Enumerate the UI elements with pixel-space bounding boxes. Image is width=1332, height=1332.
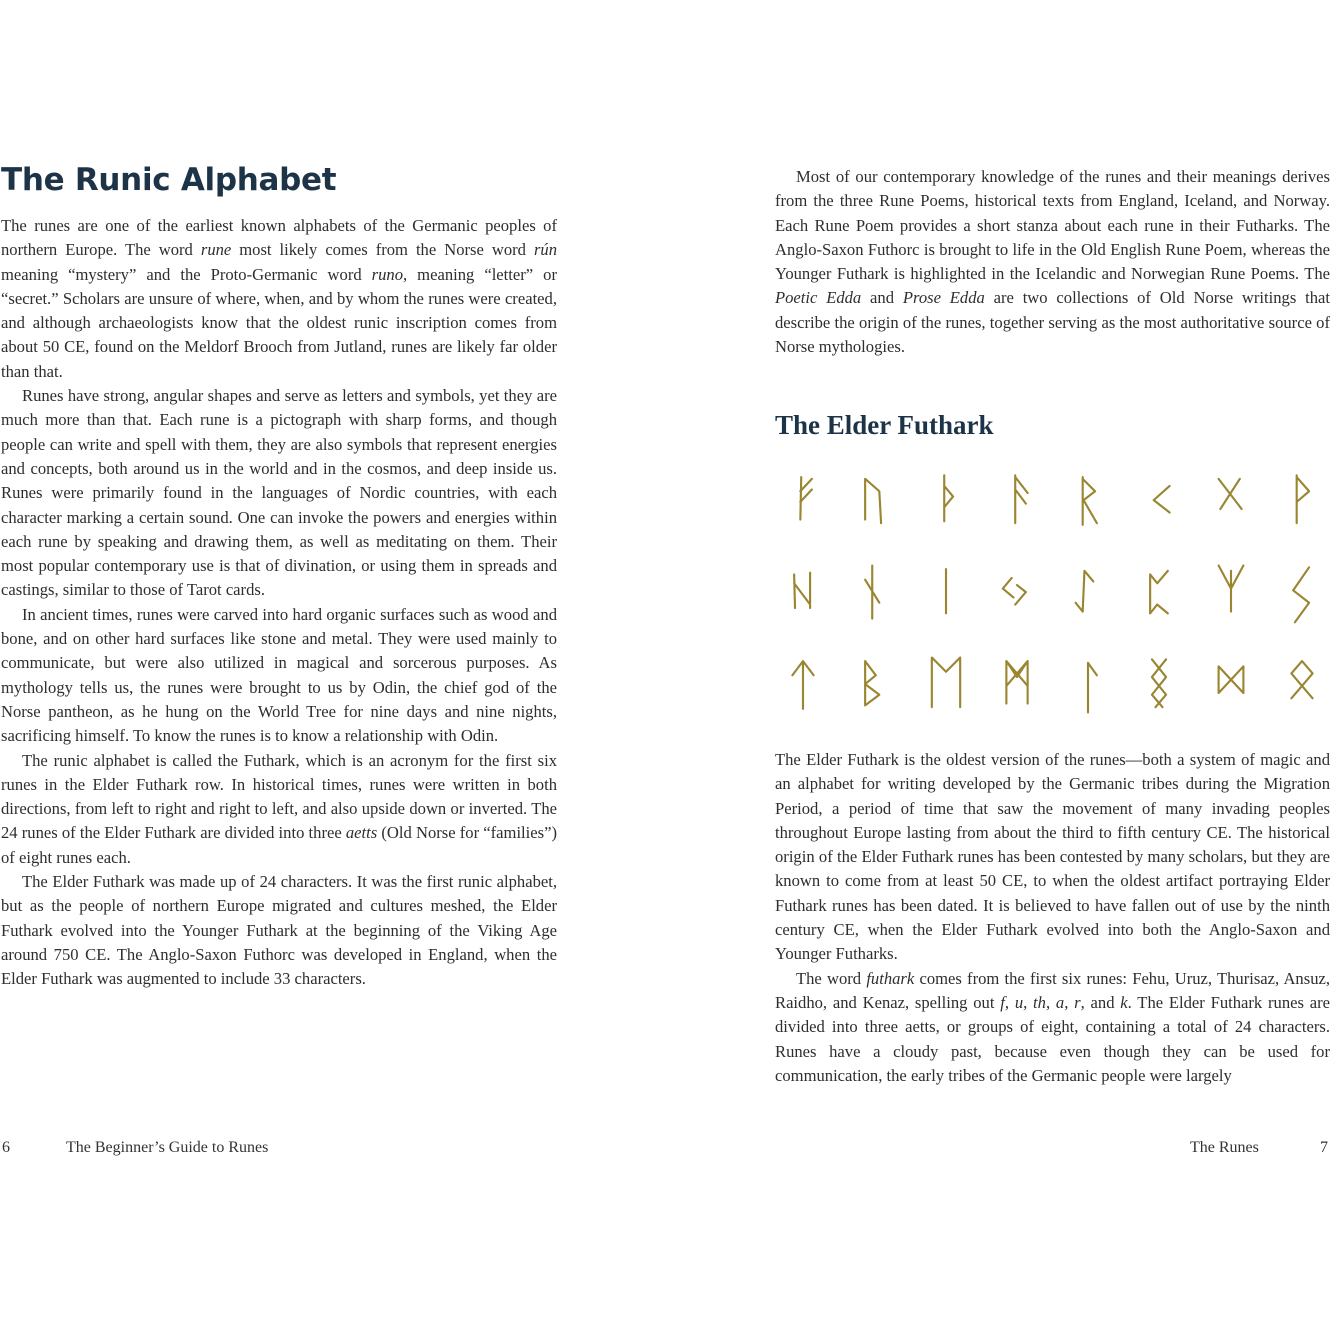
page-number-right: 7: [1320, 1139, 1328, 1156]
rune-uruz-icon: [854, 470, 894, 532]
rune-fehu-icon: [783, 470, 823, 532]
rune-wunjo-icon: [1282, 470, 1322, 532]
rune-tiwaz-icon: [783, 654, 823, 716]
paragraph: The runic alphabet is called the Futhark, which is an acronym for the first six runes in the Elder Futhark row. In historical times, runes were written in both directions, from left to right and right to left, and also upside down or inverted. The 24 runes of the Elder Futhark are divided into three aetts (Old Norse for “families”) of eight runes each.: [1, 750, 557, 867]
paragraph: The word futhark comes from the first six runes: Fehu, Uruz, Thurisaz, Ansuz, Raidho, and Kenaz, spelling out f, u, th, a, r, and k. The Elder Futhark runes are divided into three aetts, or groups of eight, containing a total of 24 characters. Runes have a cloudy past, because even though they can be used for communication, the early tribes of the Germanic people were largely: [775, 968, 1331, 1085]
right-intro-text: [775, 165, 1330, 359]
left-body-text: [1, 214, 557, 992]
page-number-left: 6: [2, 1139, 10, 1156]
rune-laguz-icon: [1068, 654, 1108, 716]
rune-berkano-icon: [854, 654, 894, 716]
rune-row: [775, 470, 1330, 562]
rune-thurisaz-icon: [926, 470, 966, 532]
rune-isa-icon: [926, 562, 966, 624]
rune-raidho-icon: [1068, 470, 1108, 532]
left-page: [0, 0, 560, 1332]
rune-perthro-icon: [1139, 562, 1179, 624]
rune-row: [775, 562, 1330, 654]
rune-gebo-icon: [1211, 470, 1251, 532]
rune-ehwaz-icon: [926, 654, 966, 716]
rune-row: [775, 654, 1330, 746]
right-body-text: [775, 748, 1330, 1088]
rune-othala-icon: [1282, 654, 1322, 716]
chapter-title: The Runic Alphabet: [1, 162, 337, 198]
paragraph: The Elder Futhark is the oldest version of the runes—both a system of magic and an alphabet for writing developed by the Germanic tribes during the Migration Period, a period of time that saw the movement of many invading peoples throughout Europe lasting from about the third to fifth century CE. The historical origin of the Elder Futhark runes has been contested by many scholars, but they are known to come from at least 50 CE, to when the oldest artifact portraying Elder Futhark runes has been dated. It is believed to have fallen out of use by the ninth century CE, when the Elder Futhark evolved into both the Anglo-Saxon and Younger Futharks.: [775, 750, 1330, 964]
elder-futhark-rune-grid: [775, 470, 1330, 746]
paragraph: Most of our contemporary knowledge of the runes and their meanings derives from the three Rune Poems, historical texts from England, Iceland, and Norway. Each Rune Poem provides a short stanza about each rune in their Futharks. The Anglo-Saxon Futhorc is brought to life in the Old English Rune Poem, whereas the Younger Futhark is highlighted in the Icelandic and Norwegian Rune Poems. The Poetic Edda and Prose Edda are two collections of Old Norse writings that describe the origin of the runes, together serving as the most authoritative source of Norse mythologies.: [775, 167, 1330, 357]
paragraph: Runes have strong, angular shapes and serve as letters and symbols, yet they are much more than that. Each rune is a pictograph with sharp forms, and though people can write and spell with them, they are also symbols that represent energies and concepts, both around us in the world and in the cosmos, and deep inside us. Runes were primarily found in the languages of Nordic countries, with each character marking a certain sound. One can invoke the powers and energies within each rune by speaking and drawing them, as well as meditating on them. Their most popular contemporary use is that of divination, or using them in spreads and castings, similar to those of Tarot cards.: [1, 386, 557, 600]
paragraph: The runes are one of the earliest known alphabets of the Germanic peoples of northern Europe. The word rune most likely comes from the Norse word rún meaning “mystery” and the Proto-Germanic word runo, meaning “letter” or “secret.” Scholars are unsure of where, when, and by whom the runes were created, and although archaeologists know that the oldest runic inscription comes from about 50 CE, found on the Meldorf Brooch from Jutland, runes are likely far older than that.: [1, 216, 557, 381]
paragraph: In ancient times, runes were carved into hard organic surfaces such as wood and bone, and on other hard surfaces like stone and metal. They were used mainly to communicate, but were also utilized in magical and sorcerous purposes. As mythology tells us, the runes were brought to us by Odin, the chief god of the Norse pantheon, as he hung on the World Tree for nine days and nine nights, sacrificing himself. To know the runes is to know a relationship with Odin.: [1, 604, 557, 746]
rune-naudhiz-icon: [854, 562, 894, 624]
rune-ingwaz-icon: [1139, 654, 1179, 716]
rune-jera-icon: [997, 562, 1037, 624]
rune-ansuz-icon: [997, 470, 1037, 532]
rune-algiz-icon: [1211, 562, 1251, 624]
rune-hagalaz-icon: [783, 562, 823, 624]
paragraph: The Elder Futhark was made up of 24 characters. It was the first runic alphabet, but as the people of northern Europe migrated and cultures meshed, the Elder Futhark evolved into the Younger Futhark at the beginning of the Viking Age around 750 CE. The Anglo-Saxon Futhorc was developed in England, when the Elder Futhark was augmented to include 33 characters.: [1, 872, 557, 989]
running-head-left: The Beginner’s Guide to Runes: [66, 1139, 269, 1156]
running-head-right: The Runes: [1190, 1139, 1259, 1156]
rune-eihwaz-icon: [1068, 562, 1108, 624]
rune-kenaz-icon: [1139, 470, 1179, 532]
rune-mannaz-icon: [997, 654, 1037, 716]
rune-sowilo-icon: [1282, 562, 1322, 624]
right-page: [775, 0, 1332, 1332]
section-title: The Elder Futhark: [775, 410, 994, 440]
rune-dagaz-icon: [1211, 654, 1251, 716]
